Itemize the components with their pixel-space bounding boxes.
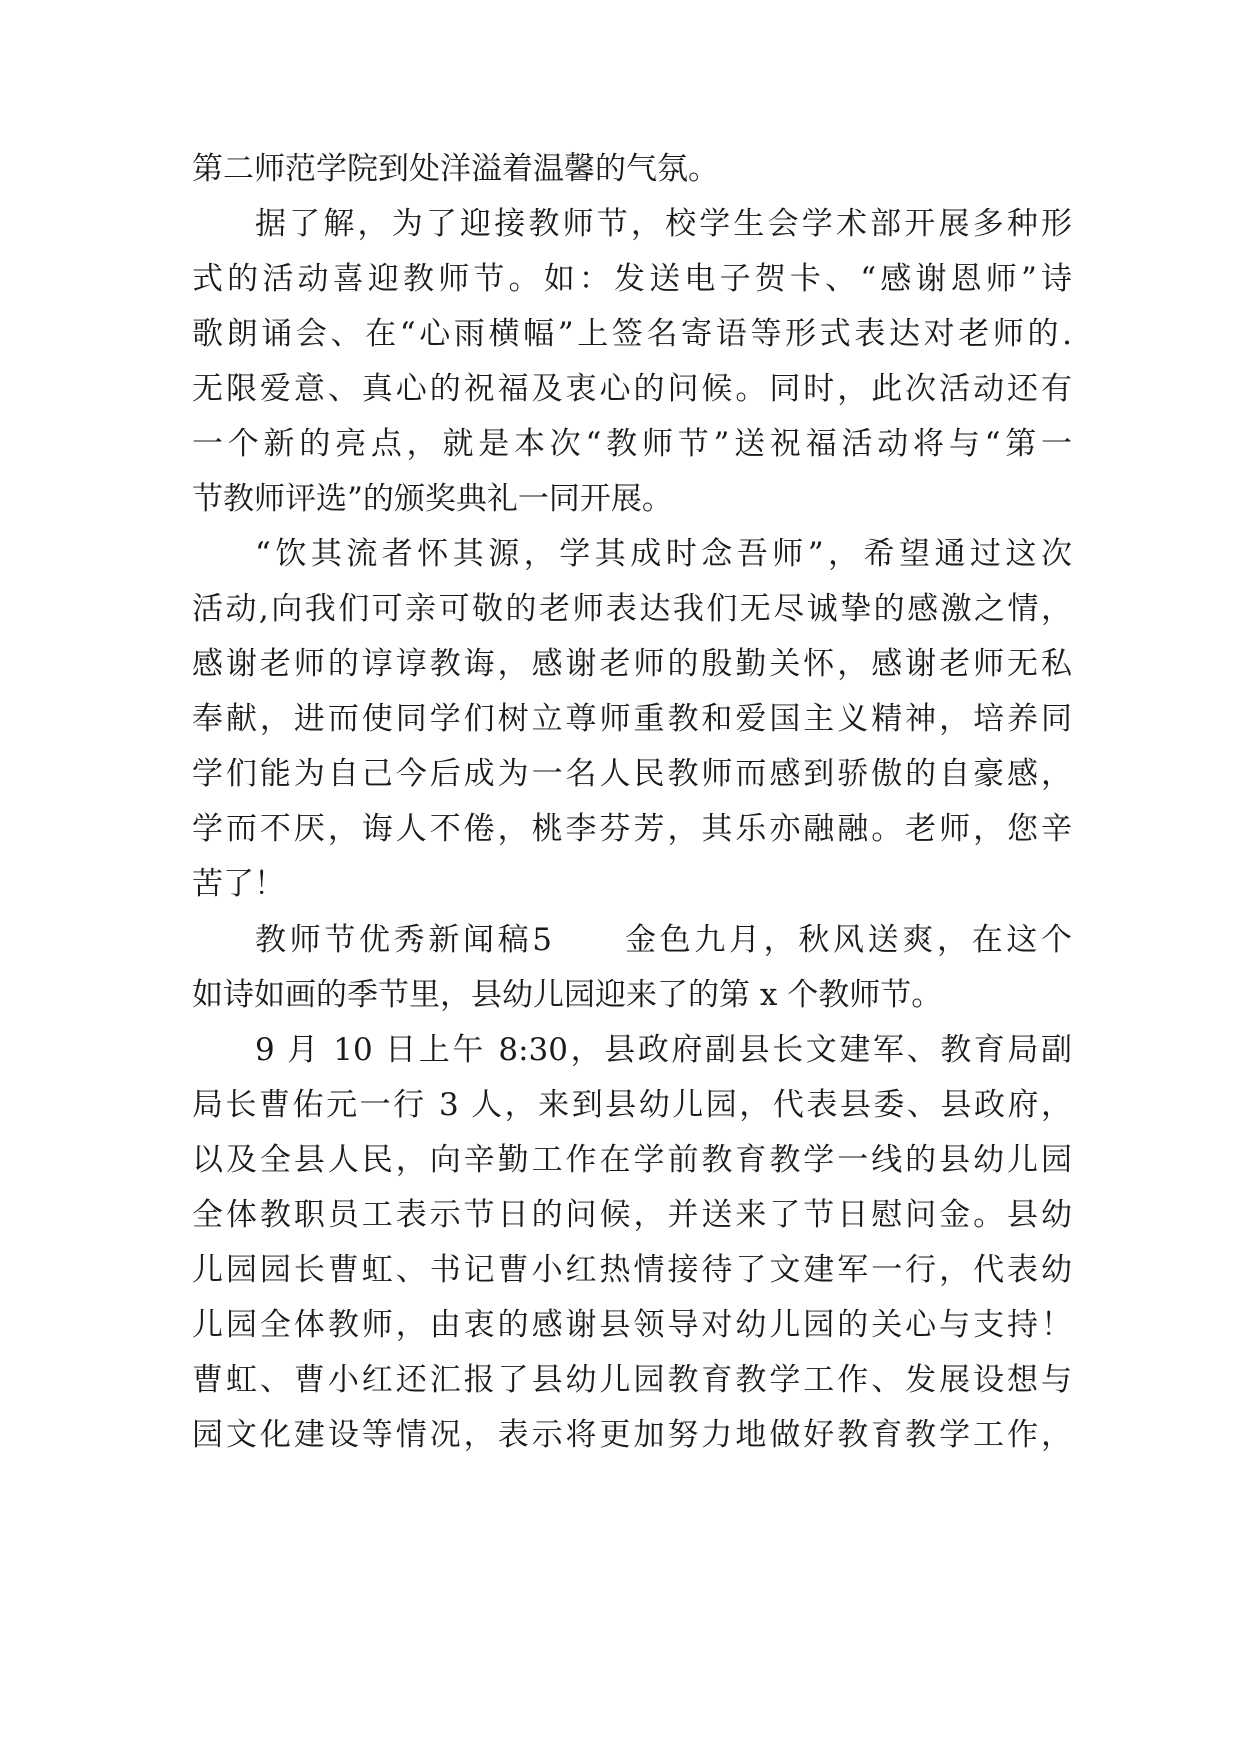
paragraph-start-line: 9 月 10 日上午 8:30，县政府副县长文建军、教育局副 [255,1032,1072,1068]
text-line: 局长曹佑元一行 3 人，来到县幼儿园，代表县委、县政府， [192,1087,1072,1123]
text-line: 如诗如画的季节里，县幼儿园迎来了的第 x 个教师节。 [192,977,943,1013]
text-line: 一个新的亮点，就是本次“教师节”送祝福活动将与“第一 [192,426,1072,462]
text-line: 以及全县人民，向辛勤工作在学前教育教学一线的县幼儿园 [192,1142,1072,1178]
text-line: 儿园园长曹虹、书记曹小红热情接待了文建军一行，代表幼 [192,1252,1072,1288]
text-line: 全体教职员工表示节日的问候，并送来了节日慰问金。县幼 [192,1197,1072,1233]
text-line: 奉献，进而使同学们树立尊师重教和爱国主义精神，培养同 [192,701,1072,737]
text-line: 节教师评选”的颁奖典礼一同开展。 [192,481,673,517]
text-line: 儿园全体教师，由衷的感谢县领导对幼儿园的关心与支持！ [192,1307,1072,1343]
text-line: 感谢老师的谆谆教诲，感谢老师的殷勤关怀，感谢老师无私 [192,646,1072,682]
paragraph-start-line: 据了解，为了迎接教师节，校学生会学术部开展多种形 [255,206,1072,242]
text-line: 无限爱意、真心的祝福及衷心的问候。同时，此次活动还有 [192,371,1072,407]
text-line: 式的活动喜迎教师节。如：发送电子贺卡、“感谢恩师”诗 [192,261,1072,297]
text-line: 苦了！ [192,866,285,902]
text-line: 活动,向我们可亲可敬的老师表达我们无尽诚挚的感激之情， [192,591,1072,627]
text-line: 学们能为自己今后成为一名人民教师而感到骄傲的自豪感， [192,756,1072,792]
text-line: 歌朗诵会、在“心雨横幅”上签名寄语等形式表达对老师的. [192,316,1072,352]
text-line: 园文化建设等情况，表示将更加努力地做好教育教学工作， [192,1417,1072,1453]
text-line: 学而不厌，诲人不倦，桃李芬芳，其乐亦融融。老师，您辛 [192,811,1072,847]
paragraph-start-line: “饮其流者怀其源，学其成时念吾师”，希望通过这次 [255,536,1072,572]
paragraph-start-line: 教师节优秀新闻稿5 金色九月，秋风送爽，在这个 [255,922,1072,958]
text-line: 第二师范学院到处洋溢着温馨的气氛。 [192,151,719,187]
text-line: 曹虹、曹小红还汇报了县幼儿园教育教学工作、发展设想与 [192,1362,1072,1398]
